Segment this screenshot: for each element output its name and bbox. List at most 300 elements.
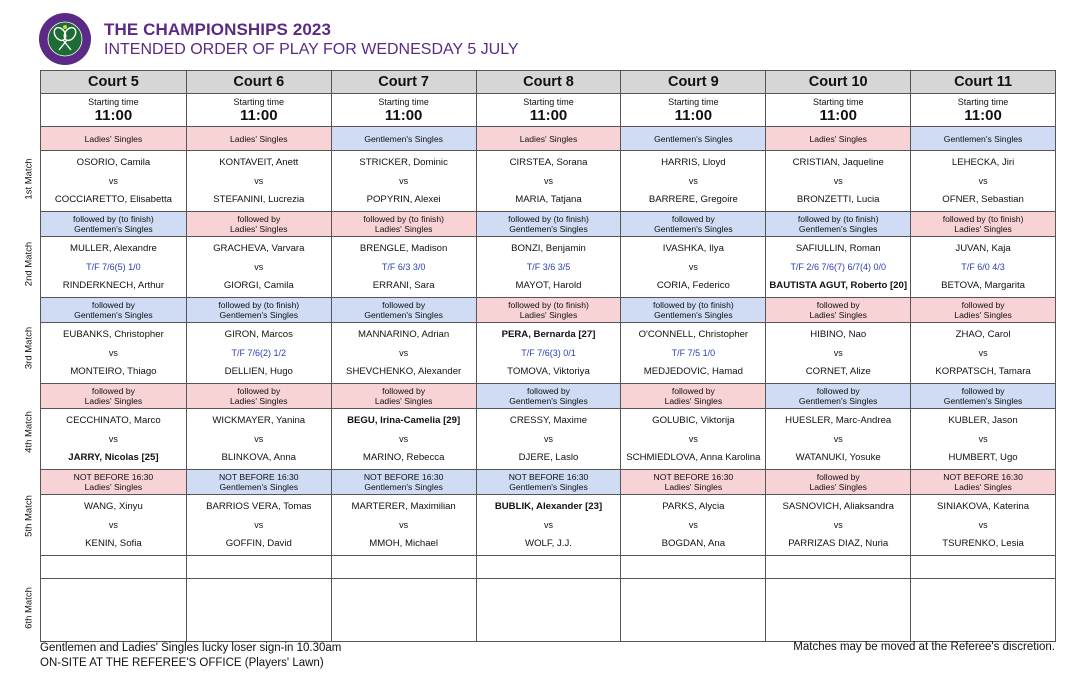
player-2: GIORGI, Camila — [223, 280, 294, 291]
match-cell — [765, 323, 910, 383]
versus-label: vs — [543, 520, 553, 530]
versus-label: vs — [254, 520, 264, 530]
court-name-7: Court 7 — [331, 71, 476, 93]
event-label: Gentlemen's Singles — [943, 396, 1023, 406]
versus-label: vs — [399, 176, 409, 186]
event-cell — [186, 470, 331, 494]
starting-time-label: Starting time — [88, 97, 139, 107]
event-label: Ladies' Singles — [230, 133, 288, 144]
versus-label: vs — [978, 176, 988, 186]
player-2: SCHMIEDLOVA, Anna Karolina — [626, 452, 761, 463]
event-label: Ladies' Singles — [519, 310, 578, 320]
event-cell — [331, 127, 476, 150]
event-label: NOT BEFORE 16:30 — [653, 472, 734, 482]
player-2: JARRY, Nicolas [25] — [68, 452, 159, 463]
event-label: Ladies' Singles — [84, 482, 143, 492]
match-row — [41, 409, 1055, 470]
event-label: NOT BEFORE 16:30 — [943, 472, 1023, 482]
match-score: T/F 6/3 3/0 — [381, 262, 426, 272]
starting-time-cell — [620, 94, 765, 126]
event-label: followed by — [91, 386, 135, 396]
player-1: BUBLIK, Alexander [23] — [494, 501, 603, 512]
event-cell — [476, 384, 621, 408]
empty-cell — [620, 579, 765, 641]
event-label: NOT BEFORE 16:30 — [508, 472, 589, 482]
empty-cell — [41, 556, 186, 578]
player-2: PARRIZAS DIAZ, Nuria — [788, 538, 889, 549]
versus-label: vs — [254, 262, 264, 272]
player-1: HARRIS, Lloyd — [661, 157, 726, 168]
event-label: Gentlemen's Singles — [509, 224, 588, 234]
player-1: STRICKER, Dominic — [359, 157, 448, 168]
match-cell — [476, 409, 621, 469]
player-2: MEDJEDOVIC, Hamad — [643, 366, 743, 377]
player-1: GOLUBIC, Viktorija — [652, 415, 735, 426]
match-cell — [620, 237, 765, 297]
event-label: Gentlemen's Singles — [364, 133, 443, 144]
event-label: Gentlemen's Singles — [74, 224, 153, 234]
versus-label: vs — [978, 434, 988, 444]
event-label: followed by (to finish) — [363, 214, 444, 224]
event-cell — [910, 127, 1055, 150]
event-label: followed by (to finish) — [508, 300, 589, 310]
player-1: IVASHKA, Ilya — [662, 243, 724, 254]
event-cell — [476, 470, 621, 494]
order-of-play-table — [40, 70, 1056, 642]
match-score: T/F 3/6 3/5 — [526, 262, 571, 272]
player-2: CORNET, Alize — [805, 366, 871, 377]
versus-label: vs — [399, 348, 409, 358]
player-2: MONTEIRO, Thiago — [70, 366, 157, 377]
player-1: O'CONNELL, Christopher — [638, 329, 749, 340]
player-2: KORPATSCH, Tamara — [935, 366, 1031, 377]
starting-time-value: 11:00 — [819, 107, 857, 124]
match-cell — [41, 409, 186, 469]
event-cell — [620, 384, 765, 408]
match-score: T/F 7/6(3) 0/1 — [521, 348, 576, 358]
match-number-label: 2nd Match — [23, 241, 35, 287]
player-1: GRACHEVA, Varvara — [213, 243, 305, 254]
player-1: BEGU, Irina-Camelia [29] — [347, 415, 461, 426]
match-cell — [41, 495, 186, 555]
player-2: DELLIEN, Hugo — [224, 366, 293, 377]
player-2: WATANUKI, Yosuke — [795, 452, 881, 463]
page-subtitle: INTENDED ORDER OF PLAY FOR WEDNESDAY 5 JULY — [104, 41, 519, 58]
player-2: TSURENKO, Lesia — [942, 538, 1024, 549]
match-cell — [186, 495, 331, 555]
player-1: ZHAO, Carol — [955, 329, 1011, 340]
player-1: OSORIO, Camila — [76, 157, 151, 168]
event-cell — [476, 298, 621, 322]
empty-cell — [41, 579, 186, 641]
event-cell — [910, 470, 1055, 494]
page-title: THE CHAMPIONSHIPS 2023 — [104, 20, 332, 39]
player-1: HUESLER, Marc-Andrea — [785, 415, 892, 426]
court-name-5: Court 5 — [88, 74, 139, 90]
empty-cell — [765, 556, 910, 578]
court-name-11: Court 11 — [910, 71, 1055, 93]
player-2: CORIA, Federico — [656, 280, 730, 291]
event-cell — [41, 298, 186, 322]
player-2: MMOH, Michael — [369, 538, 439, 549]
match-cell — [186, 323, 331, 383]
event-cell — [331, 470, 476, 494]
player-2: BRONZETTI, Lucia — [796, 194, 880, 205]
match-row — [41, 495, 1055, 556]
versus-label: vs — [833, 520, 843, 530]
match-cell — [620, 151, 765, 211]
event-label: followed by — [382, 300, 426, 310]
versus-label: vs — [688, 262, 698, 272]
match-number-label: 4th Match — [23, 411, 35, 453]
player-1: PERA, Bernarda [27] — [501, 329, 596, 340]
empty-cell — [476, 556, 621, 578]
match-score: T/F 7/5 1/0 — [671, 348, 716, 358]
event-cell — [910, 298, 1055, 322]
event-cell — [620, 212, 765, 236]
empty-cell — [765, 579, 910, 641]
event-label: NOT BEFORE 16:30 — [363, 472, 444, 482]
starting-time-cell — [41, 94, 186, 126]
event-row — [41, 298, 1055, 323]
event-label: followed by — [961, 386, 1005, 396]
event-cell — [765, 212, 910, 236]
event-label: Ladies' Singles — [954, 482, 1012, 492]
event-cell — [620, 470, 765, 494]
player-1: PARKS, Alycia — [662, 501, 725, 512]
match-cell — [331, 409, 476, 469]
event-label: Gentlemen's Singles — [654, 224, 733, 234]
match-cell — [476, 151, 621, 211]
court-name-9: Court 9 — [620, 71, 765, 93]
event-cell — [765, 127, 910, 150]
player-2: RINDERKNECH, Arthur — [62, 280, 165, 291]
event-label: Ladies' Singles — [954, 224, 1012, 234]
starting-time-cell — [186, 94, 331, 126]
match-cell — [41, 323, 186, 383]
match-number-label: 6th Match — [23, 587, 35, 629]
match-cell — [620, 495, 765, 555]
event-cell — [620, 298, 765, 322]
event-label: followed by (to finish) — [797, 214, 879, 224]
event-label: followed by — [816, 300, 860, 310]
event-label: Ladies' Singles — [664, 396, 723, 406]
player-1: MULLER, Alexandre — [69, 243, 157, 254]
match-cell — [765, 151, 910, 211]
event-label: followed by — [816, 472, 860, 482]
player-2: BOGDAN, Ana — [661, 538, 726, 549]
player-2: BARRERE, Gregoire — [648, 194, 738, 205]
player-1: CIRSTEA, Sorana — [509, 157, 588, 168]
starting-time-label: Starting time — [957, 97, 1009, 107]
event-label: NOT BEFORE 16:30 — [218, 472, 299, 482]
empty-cell — [910, 556, 1055, 578]
versus-label: vs — [978, 348, 988, 358]
versus-label: vs — [108, 348, 118, 358]
match-score: T/F 7/6(2) 1/2 — [231, 348, 287, 358]
versus-label: vs — [108, 520, 118, 530]
match-number-label: 1st Match — [23, 158, 35, 200]
player-1: WANG, Xinyu — [84, 501, 143, 512]
event-cell — [476, 127, 621, 150]
player-1: SASNOVICH, Aliaksandra — [782, 501, 894, 512]
starting-time-cell — [910, 94, 1055, 126]
starting-time-value: 11:00 — [964, 107, 1002, 124]
event-label: Ladies' Singles — [519, 133, 578, 144]
player-1: CECCHINATO, Marco — [66, 415, 161, 426]
match-cell — [476, 495, 621, 555]
player-1: CRESSY, Maxime — [509, 415, 588, 426]
event-label: followed by (to finish) — [652, 300, 734, 310]
empty-cell — [331, 556, 476, 578]
event-label: followed by — [526, 386, 570, 396]
player-2: BAUTISTA AGUT, Roberto [20] — [769, 280, 908, 291]
match-score: T/F 7/6(5) 1/0 — [86, 262, 141, 272]
player-2: MARINO, Rebecca — [362, 452, 445, 463]
court-name-6: Court 6 — [186, 71, 331, 93]
footer-note — [40, 641, 341, 671]
match-cell — [476, 237, 621, 297]
event-label: Gentlemen's Singles — [364, 482, 443, 492]
event-label: followed by — [91, 300, 135, 310]
player-2: DJERE, Laslo — [518, 452, 579, 463]
empty-cell — [910, 579, 1055, 641]
match-cell — [910, 495, 1055, 555]
event-label: Ladies' Singles — [809, 133, 867, 144]
player-1: JUVAN, Kaja — [955, 243, 1011, 254]
versus-label: vs — [108, 176, 118, 186]
starting-time-label: Starting time — [523, 97, 574, 107]
versus-label: vs — [978, 520, 988, 530]
match-cell — [331, 323, 476, 383]
empty-cell — [620, 556, 765, 578]
event-label: Ladies' Singles — [230, 224, 288, 234]
referee-discretion-note: Matches may be moved at the Referee's discretion. — [793, 641, 1055, 653]
versus-label: vs — [108, 434, 118, 444]
event-label: followed by — [671, 386, 715, 396]
event-label: Ladies' Singles — [374, 396, 433, 406]
event-cell — [41, 470, 186, 494]
empty-row — [41, 556, 1055, 579]
match-row — [41, 237, 1055, 298]
versus-label: vs — [254, 176, 264, 186]
event-label: followed by — [961, 300, 1005, 310]
event-label: Ladies' Singles — [664, 482, 723, 492]
event-cell — [910, 212, 1055, 236]
lucky-loser-note: Gentlemen and Ladies' Singles lucky loser sign-in 10.30am — [40, 642, 342, 654]
empty-cell — [331, 579, 476, 641]
event-row — [41, 470, 1055, 495]
versus-label: vs — [254, 434, 264, 444]
match-number-label: 3rd Match — [23, 326, 35, 370]
event-label: Ladies' Singles — [84, 133, 143, 144]
match-cell — [186, 237, 331, 297]
player-1: KUBLER, Jason — [948, 415, 1018, 426]
event-label: followed by — [237, 214, 281, 224]
event-row — [41, 212, 1055, 237]
player-2: BETOVA, Margarita — [941, 280, 1026, 291]
event-label: Gentlemen's Singles — [219, 482, 299, 492]
event-label: Gentlemen's Singles — [509, 396, 588, 406]
event-cell — [186, 384, 331, 408]
match-score: T/F 2/6 7/6(7) 6/7(4) 0/0 — [790, 262, 886, 272]
starting-time-cell — [331, 94, 476, 126]
event-label: followed by — [671, 214, 715, 224]
player-2: MAYOT, Harold — [515, 280, 582, 291]
starting-time-value: 11:00 — [384, 107, 423, 124]
player-1: KONTAVEIT, Anett — [219, 157, 299, 168]
event-cell — [331, 212, 476, 236]
event-label: Gentlemen's Singles — [74, 310, 153, 320]
player-2: STEFANINI, Lucrezia — [213, 194, 305, 205]
court-name-8: Court 8 — [476, 71, 621, 93]
player-2: ERRANI, Sara — [372, 280, 435, 291]
event-row — [41, 384, 1055, 409]
court-header-row — [41, 71, 1055, 94]
versus-label: vs — [688, 520, 698, 530]
event-label: Gentlemen's Singles — [798, 396, 878, 406]
player-1: MARTERER, Maximilian — [351, 501, 456, 512]
player-1: CRISTIAN, Jaqueline — [792, 157, 884, 168]
player-1: BONZI, Benjamin — [511, 243, 586, 254]
event-label: followed by (to finish) — [218, 300, 300, 310]
event-cell — [41, 212, 186, 236]
player-2: MARIA, Tatjana — [515, 194, 582, 205]
versus-label: vs — [543, 434, 553, 444]
match-cell — [186, 409, 331, 469]
match-cell — [331, 237, 476, 297]
wimbledon-logo — [38, 12, 92, 66]
event-label: followed by — [816, 386, 860, 396]
event-cell — [476, 212, 621, 236]
event-label: Ladies' Singles — [954, 310, 1012, 320]
event-label: Gentlemen's Singles — [654, 310, 733, 320]
event-cell — [186, 127, 331, 150]
empty-cell — [186, 556, 331, 578]
event-label: Gentlemen's Singles — [219, 310, 299, 320]
event-label: Ladies' Singles — [809, 482, 867, 492]
player-2: BLINKOVA, Anna — [221, 452, 297, 463]
starting-time-cell — [476, 94, 621, 126]
event-cell — [186, 298, 331, 322]
versus-label: vs — [833, 348, 843, 358]
event-cell — [765, 470, 910, 494]
player-1: SINIAKOVA, Katerina — [937, 501, 1030, 512]
event-label: Ladies' Singles — [374, 224, 433, 234]
player-1: LEHECKA, Jiri — [951, 157, 1015, 168]
event-label: Gentlemen's Singles — [798, 224, 878, 234]
event-cell — [331, 298, 476, 322]
player-2: TOMOVA, Viktoriya — [507, 366, 590, 377]
match-cell — [476, 323, 621, 383]
event-label: Gentlemen's Singles — [943, 133, 1023, 144]
match-row — [41, 151, 1055, 212]
versus-label: vs — [399, 434, 409, 444]
match-cell — [765, 495, 910, 555]
event-label: followed by (to finish) — [508, 214, 589, 224]
match-cell — [41, 151, 186, 211]
player-1: SAFIULLIN, Roman — [795, 243, 881, 254]
player-2: WOLF, J.J. — [525, 538, 572, 549]
sixth-match-row — [41, 579, 1055, 641]
event-label: followed by — [237, 386, 281, 396]
event-cell — [765, 384, 910, 408]
versus-label: vs — [543, 176, 553, 186]
player-2: COCCIARETTO, Elisabetta — [54, 194, 172, 205]
match-row — [41, 323, 1055, 384]
event-label: Gentlemen's Singles — [654, 133, 733, 144]
match-score: T/F 6/0 4/3 — [961, 262, 1005, 272]
starting-time-cell — [765, 94, 910, 126]
event-label: followed by (to finish) — [73, 214, 154, 224]
match-cell — [331, 151, 476, 211]
event-cell — [331, 384, 476, 408]
event-label: followed by (to finish) — [942, 214, 1024, 224]
starting-time-label: Starting time — [233, 97, 285, 107]
match-cell — [331, 495, 476, 555]
starting-time-value: 11:00 — [240, 107, 278, 124]
player-1: EUBANKS, Christopher — [63, 329, 164, 340]
player-2: HUMBERT, Ugo — [948, 452, 1018, 463]
match-cell — [186, 151, 331, 211]
event-label: Gentlemen's Singles — [364, 310, 443, 320]
player-1: WICKMAYER, Yanina — [212, 415, 306, 426]
event-cell — [186, 212, 331, 236]
starting-time-row — [41, 94, 1055, 127]
match-cell — [910, 409, 1055, 469]
match-number-label: 5th Match — [23, 495, 35, 537]
player-2: POPYRIN, Alexei — [366, 194, 441, 205]
match-cell — [910, 237, 1055, 297]
event-cell — [620, 127, 765, 150]
player-2: OFNER, Sebastian — [942, 194, 1024, 205]
player-1: MANNARINO, Adrian — [358, 329, 450, 340]
empty-cell — [476, 579, 621, 641]
empty-cell — [186, 579, 331, 641]
event-row — [41, 127, 1055, 151]
player-2: SHEVCHENKO, Alexander — [346, 366, 462, 377]
match-cell — [41, 237, 186, 297]
starting-time-value: 11:00 — [674, 107, 713, 124]
versus-label: vs — [688, 176, 698, 186]
court-name-10: Court 10 — [765, 71, 910, 93]
player-1: HIBINO, Nao — [810, 329, 867, 340]
event-cell — [910, 384, 1055, 408]
starting-time-label: Starting time — [378, 97, 429, 107]
event-label: Ladies' Singles — [809, 310, 867, 320]
match-cell — [910, 151, 1055, 211]
match-cell — [620, 409, 765, 469]
event-label: Ladies' Singles — [230, 396, 288, 406]
versus-label: vs — [833, 434, 843, 444]
player-2: GOFFIN, David — [225, 538, 292, 549]
versus-label: vs — [688, 434, 698, 444]
event-label: NOT BEFORE 16:30 — [73, 472, 154, 482]
starting-time-label: Starting time — [812, 97, 864, 107]
event-label: Ladies' Singles — [84, 396, 143, 406]
versus-label: vs — [399, 520, 409, 530]
player-1: BARRIOS VERA, Tomas — [206, 501, 312, 512]
match-cell — [620, 323, 765, 383]
event-label: followed by — [382, 386, 426, 396]
versus-label: vs — [833, 176, 843, 186]
event-label: Gentlemen's Singles — [509, 482, 588, 492]
match-cell — [765, 237, 910, 297]
player-1: GIRON, Marcos — [224, 329, 293, 340]
starting-time-value: 11:00 — [529, 107, 568, 124]
starting-time-label: Starting time — [668, 97, 719, 107]
match-cell — [765, 409, 910, 469]
